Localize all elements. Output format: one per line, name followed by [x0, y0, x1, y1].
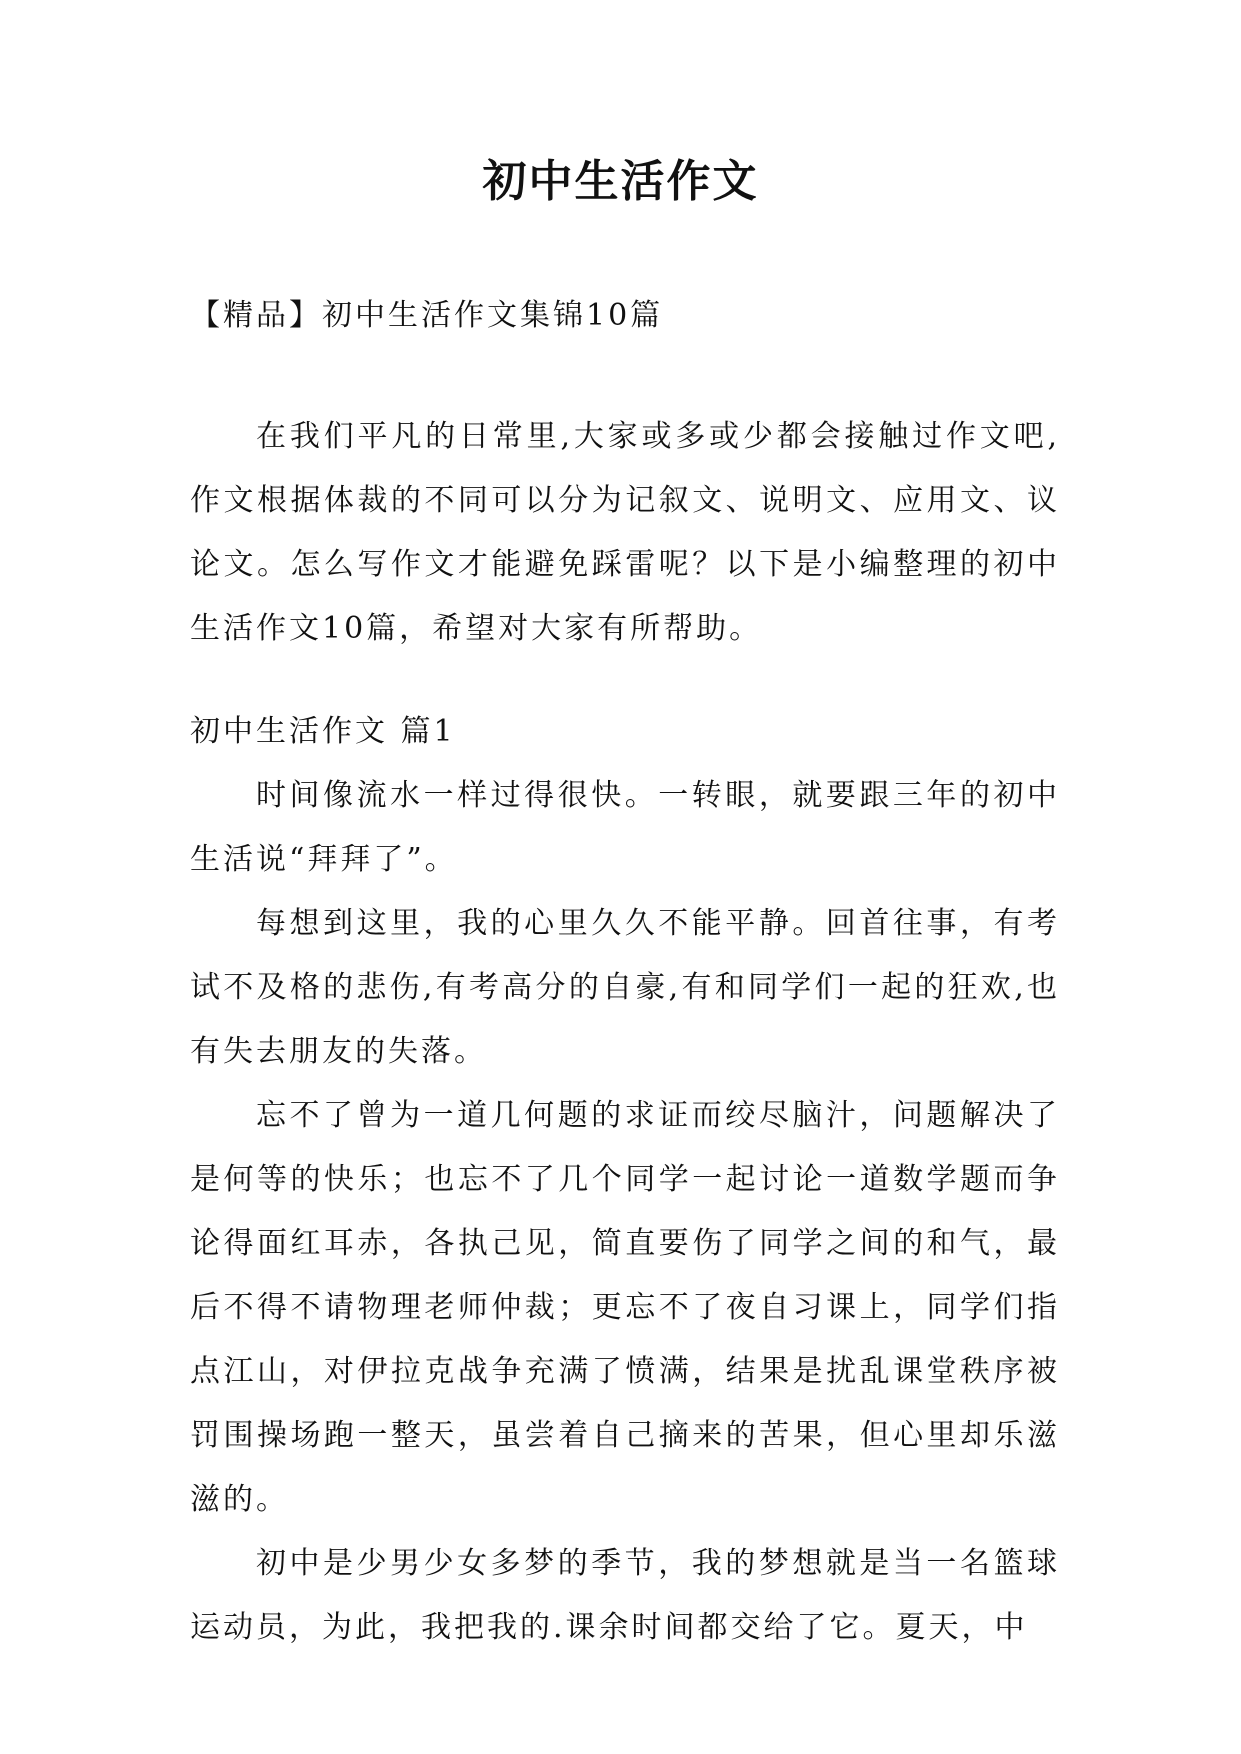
- article-heading: 初中生活作文 篇1: [190, 714, 456, 749]
- document-subtitle: 【精品】初中生活作文集锦10篇: [190, 298, 664, 333]
- document-title: 初中生活作文: [482, 156, 759, 207]
- article-paragraph: 每想到这里，我的心里久久不能平静。回首往事，有考试不及格的悲伤,有考高分的自豪,有和同学们一起的狂欢,也有失去朋友的失落。: [190, 906, 1060, 1069]
- article-section: [190, 700, 1060, 1660]
- article-paragraph: 初中是少男少女多梦的季节，我的梦想就是当一名篮球运动员，为此，我把我的.课余时间都交给了它。夏天，中: [190, 1546, 1060, 1645]
- article-paragraph: 忘不了曾为一道几何题的求证而绞尽脑汁，问题解决了是何等的快乐；也忘不了几个同学一起讨论一道数学题而争论得面红耳赤，各执己见，简直要伤了同学之间的和气，最后不得不请物理老师仲裁；更忘不了夜自习课上，同学们指点江山，对伊拉克战争充满了愤满，结果是扰乱课堂秩序被罚围操场跑一整天，虽尝着自己摘来的苦果，但心里却乐滋滋的。: [190, 1098, 1060, 1517]
- article-paragraph: 时间像流水一样过得很快。一转眼，就要跟三年的初中生活说“拜拜了”。: [190, 778, 1060, 877]
- intro-paragraph: 在我们平凡的日常里,大家或多或少都会接触过作文吧,作文根据体裁的不同可以分为记叙文、说明文、应用文、议论文。怎么写作文才能避免踩雷呢？以下是小编整理的初中生活作文10篇，希望对大家有所帮助。: [190, 419, 1060, 646]
